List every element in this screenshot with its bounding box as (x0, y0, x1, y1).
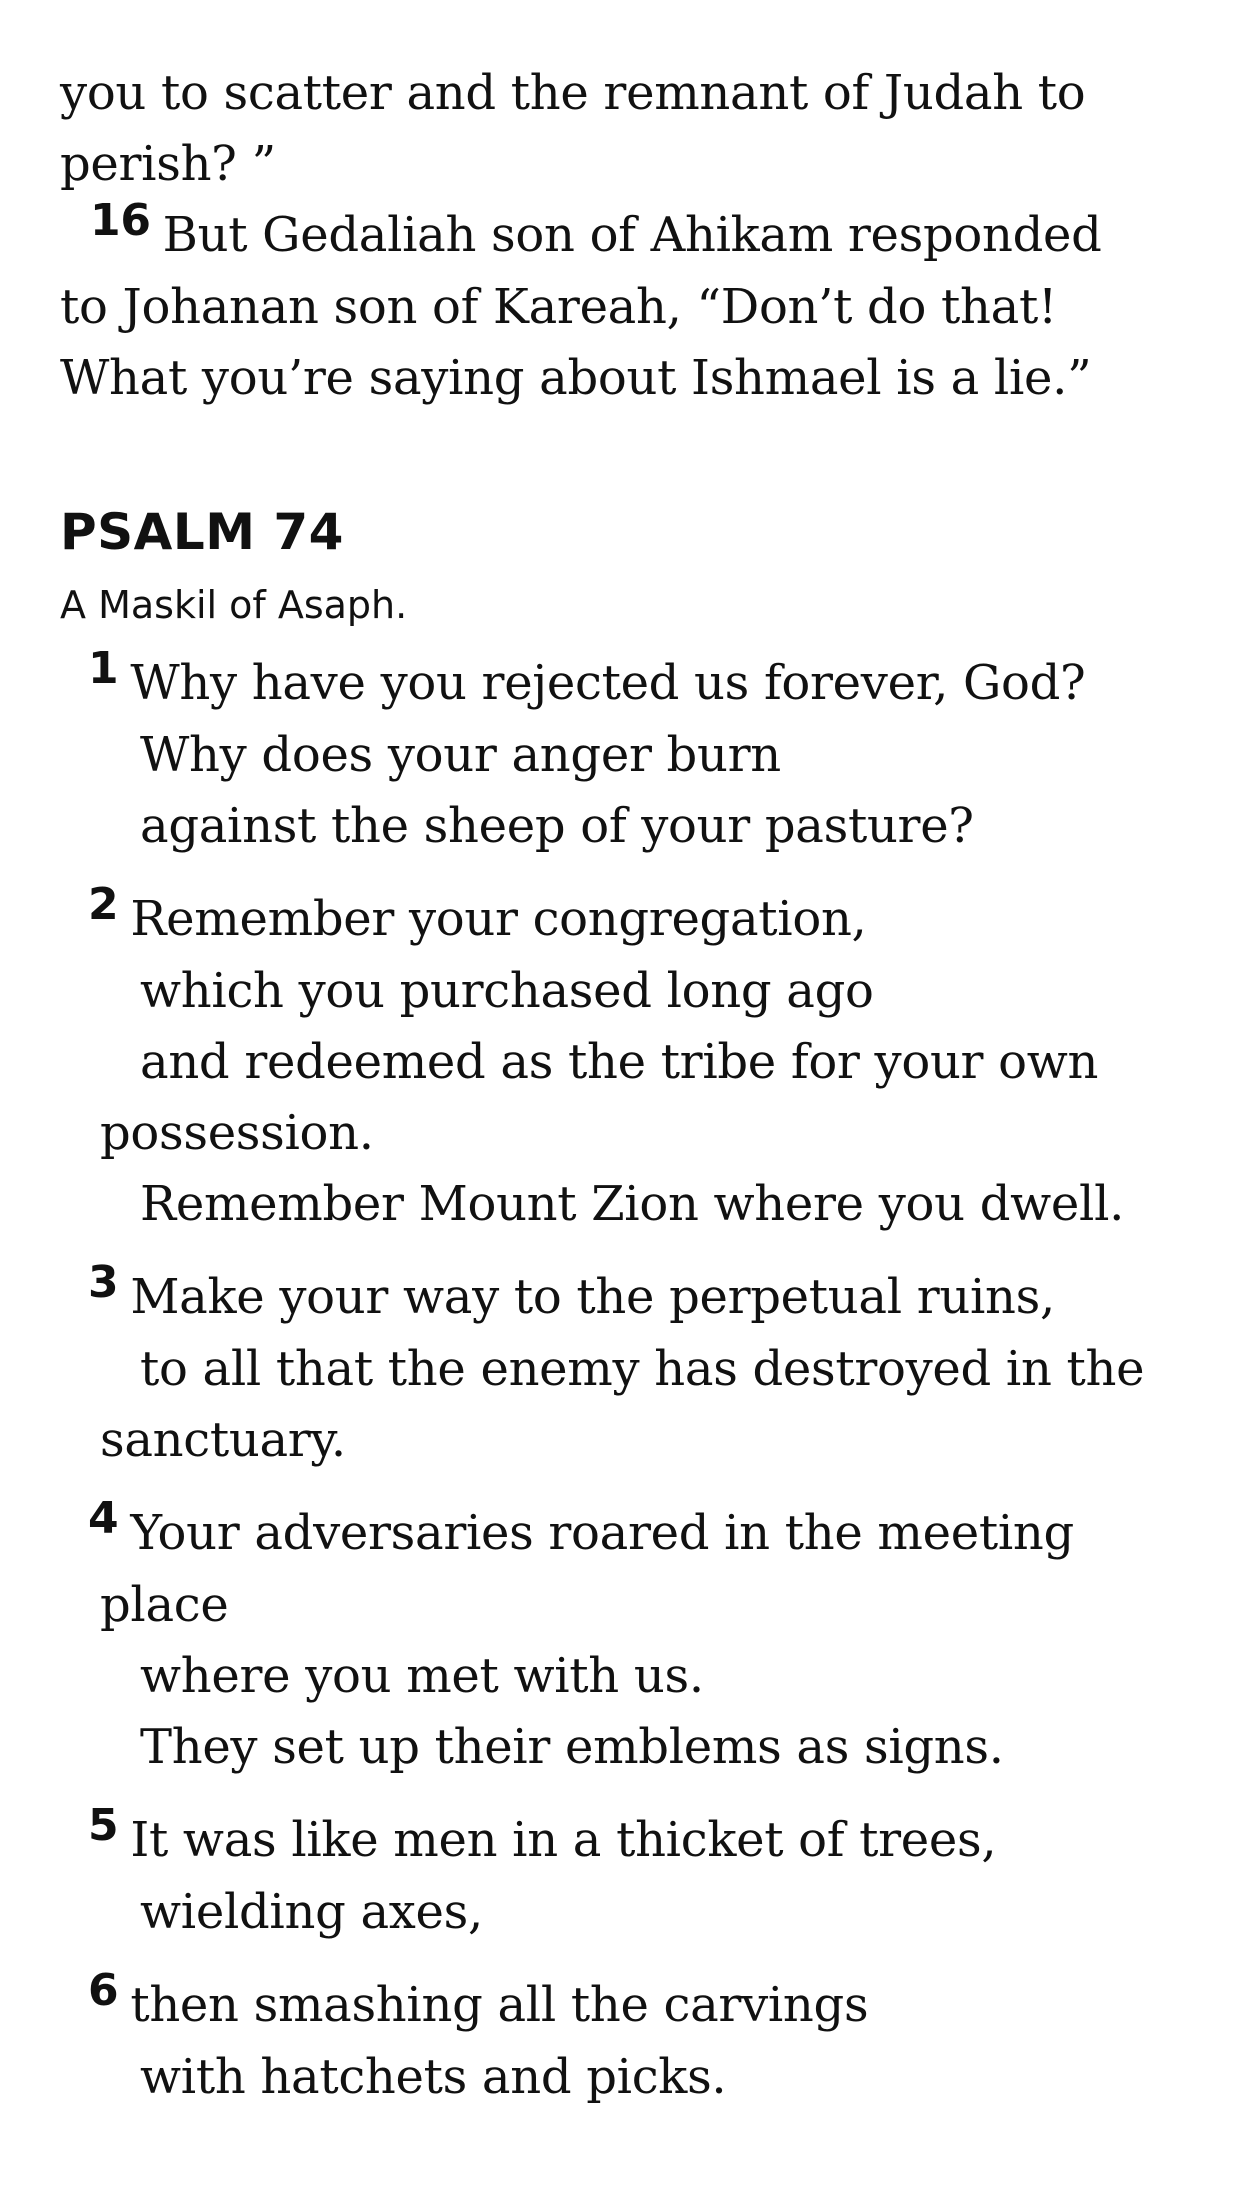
verse-line: They set up their emblems as signs. (140, 1719, 1004, 1775)
verse-3 (60, 1257, 1145, 1476)
verse-text: Your adversaries roared in the meeting (130, 1505, 1074, 1561)
verse-line: where you met with us. (140, 1648, 704, 1704)
verse-first-line (60, 879, 1144, 956)
verse-16 (60, 195, 1102, 272)
verse-wrap-line: sanctuary. (100, 1412, 346, 1468)
verse-first-line (60, 1965, 1144, 2042)
verse-5 (60, 1800, 1144, 1948)
verse-line: with hatchets and picks. (140, 2049, 727, 2105)
psalm-subtitle: A Maskil of Asaph. (60, 583, 408, 627)
verse-line: and redeemed as the tribe for your own (140, 1034, 1099, 1090)
verse-line: which you purchased long ago (140, 963, 874, 1019)
verse-number: 4 (88, 1493, 119, 1544)
verse-first-line (60, 1257, 1144, 1334)
verse-text: But Gedaliah son of Ahikam responded (162, 207, 1102, 263)
verse-number: 16 (90, 195, 151, 246)
verse-6 (60, 1965, 1144, 2113)
verse-line: to all that the enemy has destroyed in the (140, 1341, 1145, 1397)
psalm-heading: PSALM 74 (60, 503, 344, 561)
verse-line: Remember Mount Zion where you dwell. (140, 1176, 1125, 1232)
verse-number: 2 (88, 879, 119, 930)
text-line: perish? ” (60, 136, 276, 192)
previous-chapter-text (60, 58, 1102, 414)
verse-first-line (60, 643, 1144, 720)
verse-number: 6 (88, 1965, 119, 2016)
verse-text: then smashing all the carvings (130, 1977, 869, 2033)
verse-first-line (60, 1493, 1144, 1570)
verse-text: Make your way to the perpetual ruins, (130, 1269, 1055, 1325)
psalm-verses (60, 643, 1145, 2113)
verse-text: Remember your congregation, (130, 891, 867, 947)
verse-number: 1 (88, 643, 119, 694)
verse-2 (60, 879, 1144, 1240)
verse-wrap-line: possession. (100, 1105, 374, 1161)
text-line: What you’re saying about Ishmael is a lie.” (60, 350, 1092, 406)
verse-4 (60, 1493, 1144, 1783)
verse-text: It was like men in a thicket of trees, (130, 1812, 997, 1868)
verse-text: Why have you rejected us forever, God? (130, 655, 1086, 711)
verse-number: 5 (88, 1800, 119, 1851)
verse-line: wielding axes, (140, 1884, 483, 1940)
verse-first-line (60, 1800, 1144, 1877)
text-line: to Johanan son of Kareah, “Don’t do that! (60, 279, 1057, 335)
verse-wrap-line: place (100, 1577, 229, 1633)
verse-1 (60, 643, 1144, 862)
verse-line: against the sheep of your pasture? (140, 798, 974, 854)
text-line: you to scatter and the remnant of Judah to (60, 65, 1086, 121)
verse-line: Why does your anger burn (140, 727, 781, 783)
verse-number: 3 (88, 1257, 119, 1308)
